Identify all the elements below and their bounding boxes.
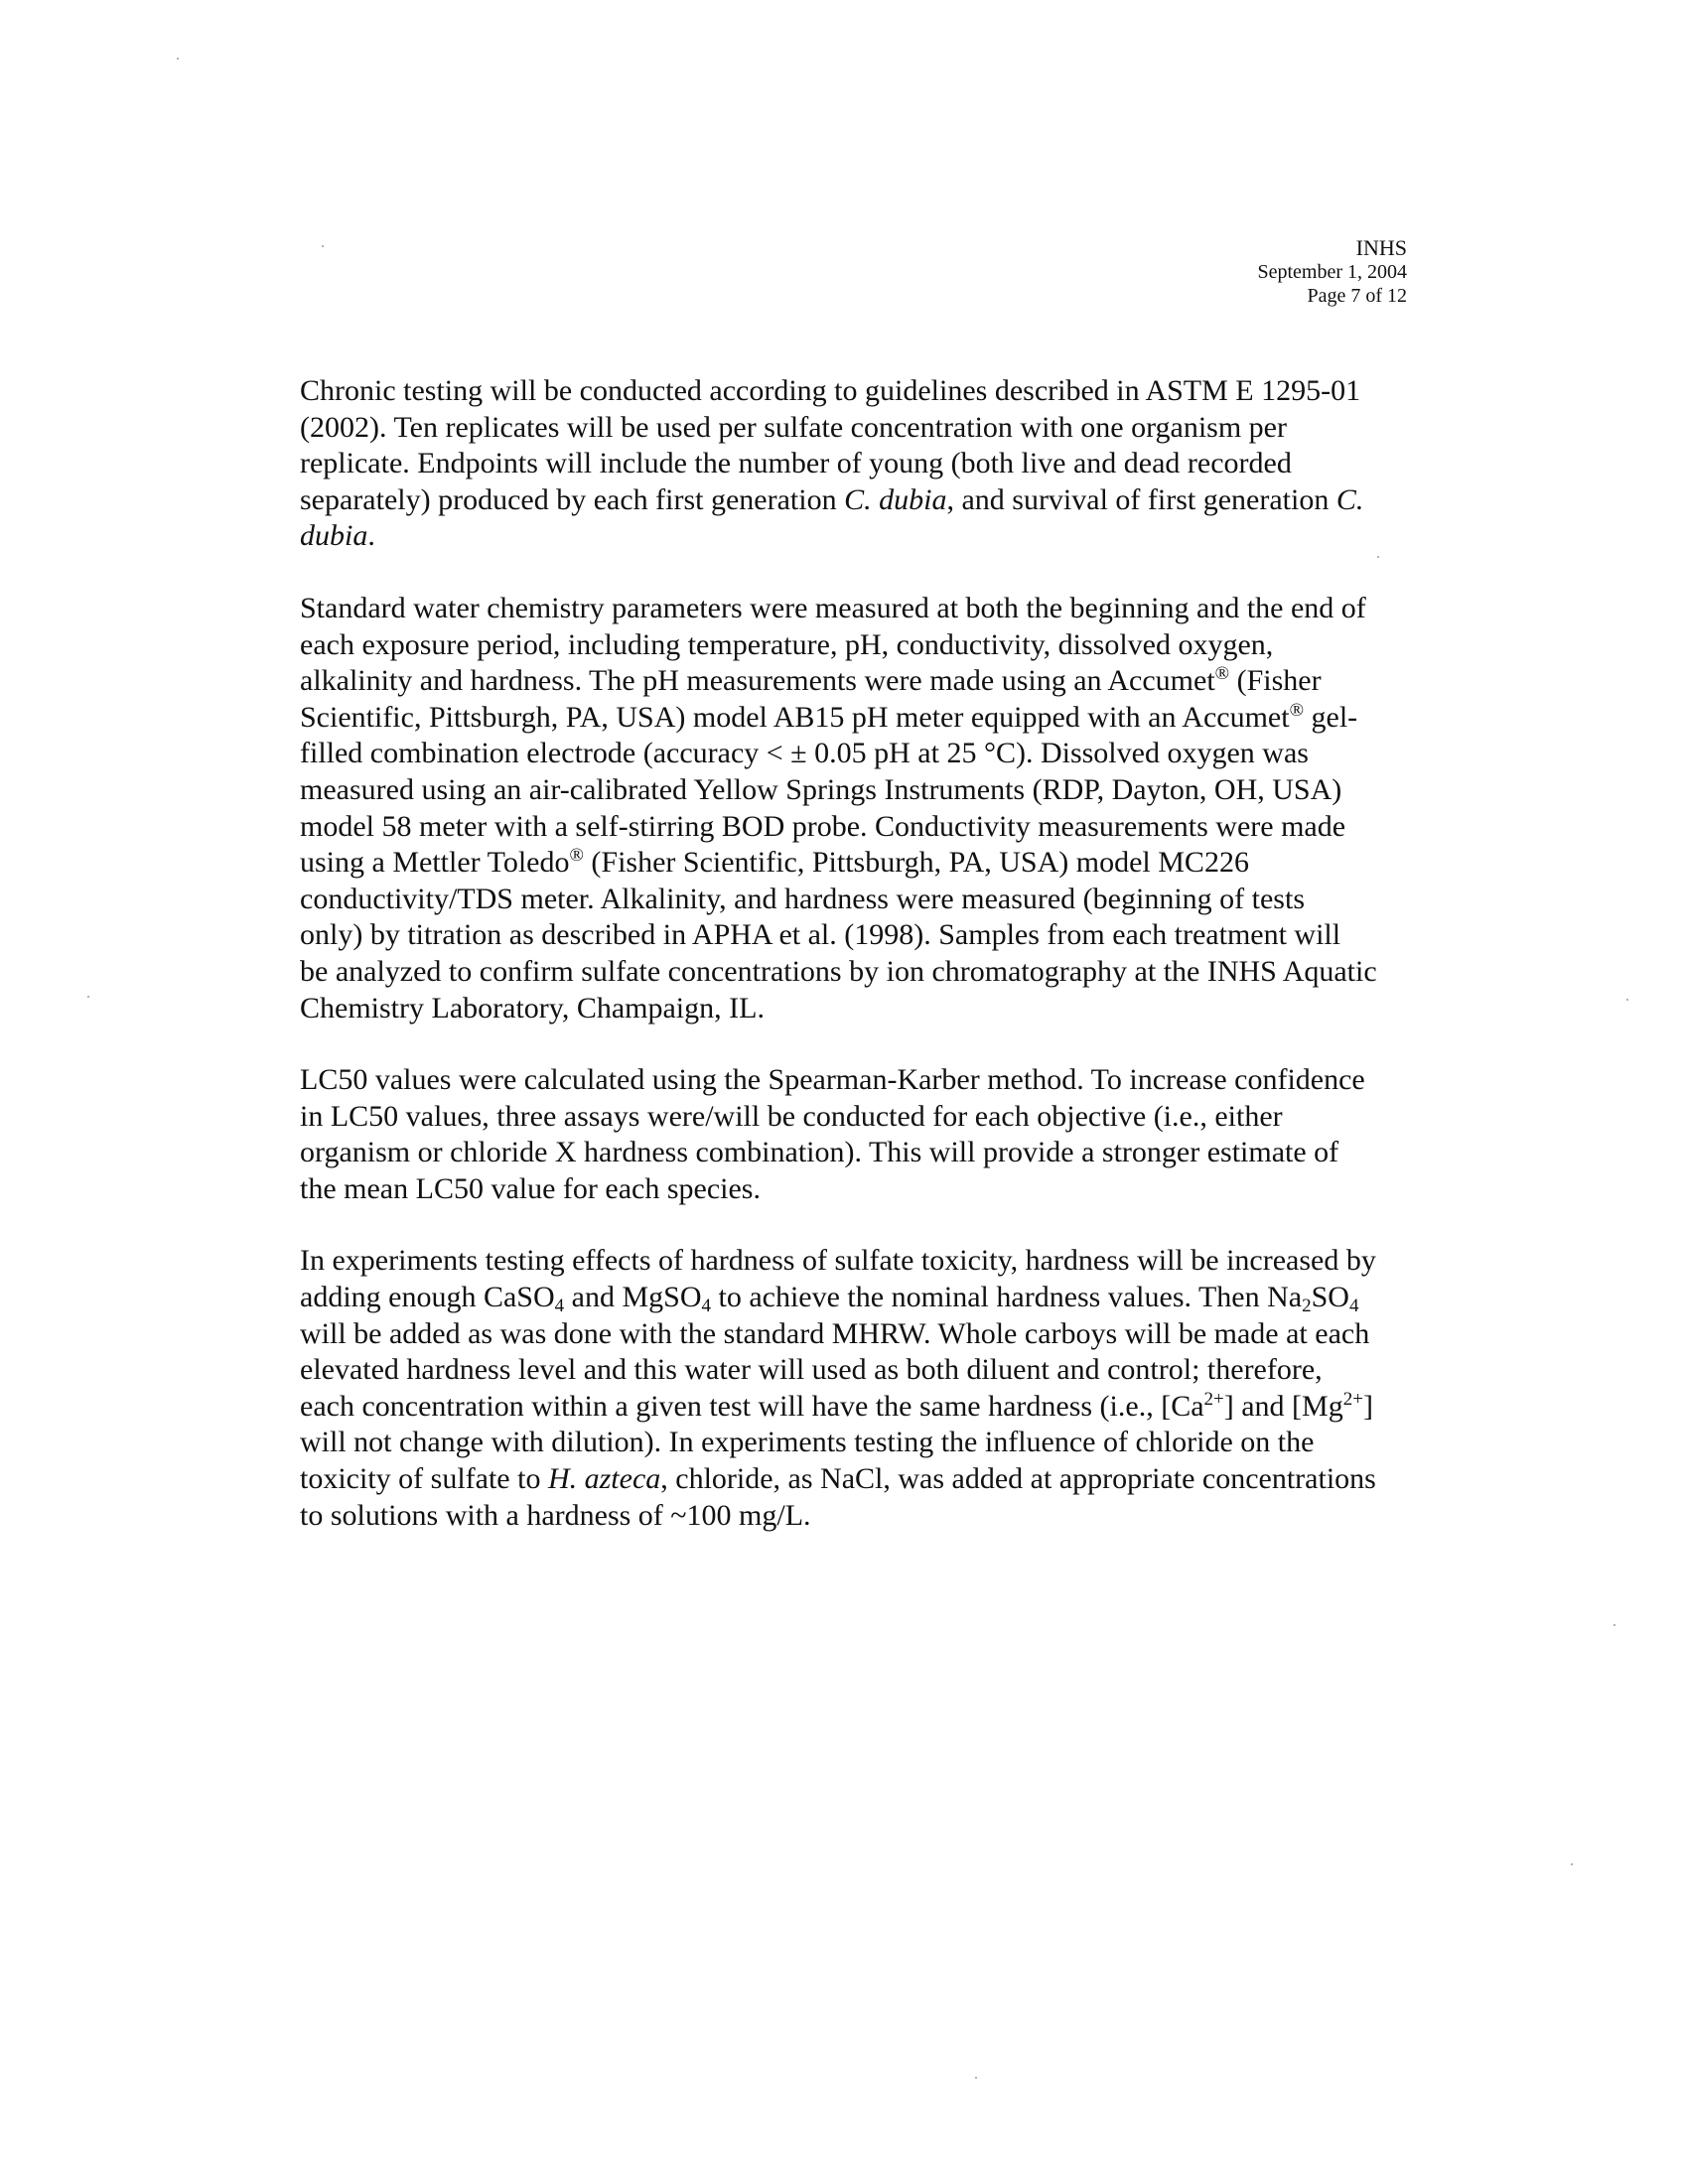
paragraph-line: will not change with dilution). In experiments testing the influence of chloride on the <box>300 1426 1315 1459</box>
paragraph-line: only) by titration as described in APHA et al. (1998). Samples from each treatment will <box>300 918 1341 952</box>
paragraph-line: will be added as was done with the standard MHRW. Whole carboys will be made at each <box>300 1316 1370 1350</box>
paragraph-line: adding enough CaSO$_4$ and MgSO$_4$ to achieve the nominal hardness values. Then $Na_2SO_4$ <box>300 1281 1359 1317</box>
document-body <box>300 373 1422 1570</box>
paragraph-line: each concentration within a given test will have the same hardness (i.e., $[Ca^{2+}]$ and $[Mg^{2+}]$ <box>300 1388 1373 1423</box>
paragraph-line: be analyzed to confirm sulfate concentrations by ion chromatography at the INHS Aquatic <box>300 954 1377 988</box>
body-paragraph <box>300 591 1422 1026</box>
scan-speck <box>1377 556 1379 558</box>
scan-speck <box>322 245 324 247</box>
paragraph-line: measured using an air-calibrated Yellow Springs Instruments (RDP, Dayton, OH, USA) <box>300 772 1342 806</box>
body-paragraph <box>300 373 1422 555</box>
paragraph-line: Standard water chemistry parameters were measured at both the beginning and the end of <box>300 591 1366 624</box>
paragraph-line: each exposure period, including temperature, pH, conductivity, dissolved oxygen, <box>300 627 1274 661</box>
scan-speck <box>975 2077 977 2079</box>
paragraph-line: model 58 meter with a self-stirring BOD probe. Conductivity measurements were made <box>300 809 1346 843</box>
body-paragraph <box>300 1243 1422 1534</box>
header-organization: INHS <box>1355 235 1407 260</box>
paragraph-line: filled combination electrode (accuracy < ± 0.05 pH at 25 °C). Dissolved oxygen was <box>300 737 1309 770</box>
paragraph-line: replicate. Endpoints will include the number of young (both live and dead recorded <box>300 447 1292 480</box>
paragraph-line: dubia. <box>300 519 375 553</box>
paragraph-line: conductivity/TDS meter. Alkalinity, and hardness were measured (beginning of tests <box>300 882 1305 915</box>
scan-speck <box>177 58 179 60</box>
scan-speck <box>87 996 89 998</box>
paragraph-line: separately) produced by each first generation C. dubia, and survival of first generation C. <box>300 482 1364 516</box>
paragraph-line: Scientific, Pittsburgh, PA, USA) model AB15 pH meter equipped with an Accumet® gel- <box>300 699 1358 734</box>
paragraph-line: toxicity of sulfate to H. azteca, chloride, as NaCl, was added at appropriate concentrations <box>300 1462 1376 1496</box>
paragraph-line: the mean LC50 value for each species. <box>300 1171 761 1205</box>
page-header <box>1257 236 1407 308</box>
paragraph-line: in LC50 values, three assays were/will be conducted for each objective (i.e., either <box>300 1099 1283 1133</box>
paragraph-line: In experiments testing effects of hardness of sulfate toxicity, hardness will be increased by <box>300 1244 1376 1278</box>
scan-speck <box>1571 1863 1573 1865</box>
paragraph-line: LC50 values were calculated using the Spearman-Karber method. To increase confidence <box>300 1063 1365 1097</box>
paragraph-line: (2002). Ten replicates will be used per sulfate concentration with one organism per <box>300 410 1287 444</box>
body-paragraph <box>300 1062 1422 1207</box>
scan-speck <box>1626 999 1628 1001</box>
paragraph-line: using a Mettler Toledo® (Fisher Scientific, Pittsburgh, PA, USA) model MC226 <box>300 845 1249 880</box>
header-date: September 1, 2004 <box>1257 261 1407 283</box>
paragraph-line: Chemistry Laboratory, Champaign, IL. <box>300 991 765 1024</box>
paragraph-line: alkalinity and hardness. The pH measurements were made using an Accumet® (Fisher <box>300 663 1322 698</box>
paragraph-line: to solutions with a hardness of ~100 mg/L. <box>300 1498 811 1532</box>
paragraph-line: elevated hardness level and this water will used as both diluent and control; therefore, <box>300 1353 1323 1387</box>
header-page-number: Page 7 of 12 <box>1307 285 1407 307</box>
paragraph-line: organism or chloride X hardness combination). This will provide a stronger estimate of <box>300 1136 1339 1169</box>
scan-speck <box>1614 1624 1615 1626</box>
paragraph-line: Chronic testing will be conducted according to guidelines described in ASTM E 1295-01 <box>300 374 1361 407</box>
